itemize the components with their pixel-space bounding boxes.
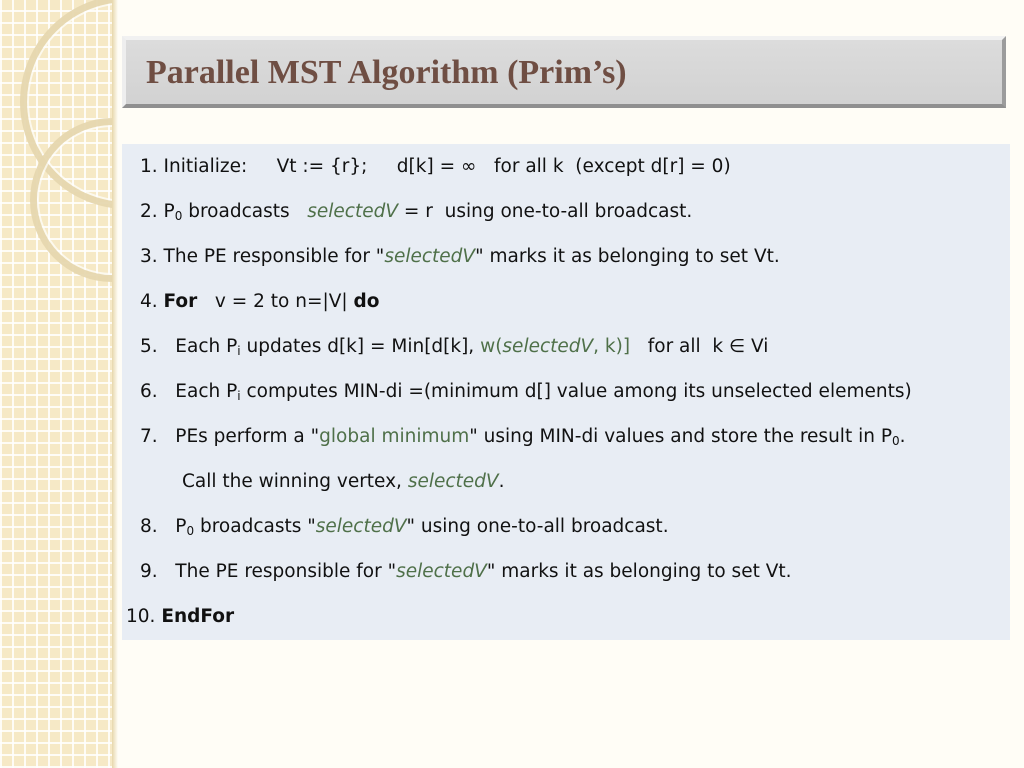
subscript: i xyxy=(237,389,241,403)
step-number: 1. xyxy=(140,156,164,177)
slide-title: Parallel MST Algorithm (Prim’s) xyxy=(146,54,627,91)
step-4 xyxy=(140,287,379,317)
algorithm-steps xyxy=(122,144,1010,640)
step-3 xyxy=(140,242,780,272)
step-2 xyxy=(140,197,692,227)
step-text: for all k xyxy=(630,336,730,357)
step-text: v = 2 to n=|V| xyxy=(197,291,354,312)
step-number: 4. xyxy=(140,291,164,312)
step-text: . xyxy=(899,426,906,447)
step-text: The PE responsible for " xyxy=(163,246,385,267)
side-panel-edge xyxy=(112,0,118,768)
weight-function: w( xyxy=(480,336,503,357)
step-7 xyxy=(140,422,906,452)
step-10 xyxy=(126,602,234,632)
keyword-do: do xyxy=(353,291,380,312)
title-bar xyxy=(122,36,1006,108)
selectedV-term: selectedV xyxy=(502,336,594,357)
step-number: 3. xyxy=(140,246,164,267)
selectedV-term: selectedV xyxy=(307,201,398,222)
step-number: 8. xyxy=(140,516,164,537)
weight-function: , k)] xyxy=(593,336,631,357)
decorative-side-panel xyxy=(0,0,112,768)
step-text: " marks it as belonging to set Vt. xyxy=(486,561,792,582)
step-6 xyxy=(140,377,912,407)
step-text: for all k (except d[r] = 0) xyxy=(476,156,731,177)
step-8 xyxy=(140,512,669,542)
subscript: 0 xyxy=(174,209,183,223)
infinity-symbol: ∞ xyxy=(460,156,477,177)
step-number: 2. xyxy=(140,201,164,222)
step-text: " using MIN-di values and store the result in P xyxy=(469,426,892,447)
step-text: Each P xyxy=(163,336,238,357)
step-text: updates d[k] = Min[d[k], xyxy=(240,336,481,357)
step-1 xyxy=(140,152,731,182)
selectedV-term: selectedV xyxy=(315,516,407,537)
step-text: Call the winning vertex, xyxy=(182,471,408,492)
step-text: = r using one-to-all broadcast. xyxy=(398,201,693,222)
step-text: Vi xyxy=(745,336,769,357)
selectedV-term: selectedV xyxy=(396,561,487,582)
selectedV-term: selectedV xyxy=(384,246,476,267)
step-text: computes MIN-di =(minimum d[] value among its unselected elements) xyxy=(240,381,912,402)
step-5 xyxy=(140,332,768,362)
selectedV-term: selectedV xyxy=(407,471,499,492)
step-text: Initialize: Vt := {r}; d[k] = xyxy=(163,156,461,177)
global-minimum-term: global minimum xyxy=(319,426,470,447)
step-number: 9. xyxy=(140,561,164,582)
element-of-symbol: ∈ xyxy=(729,336,746,357)
step-text: The PE responsible for " xyxy=(163,561,397,582)
step-text: P xyxy=(163,201,175,222)
step-number: 5. xyxy=(140,336,164,357)
step-9 xyxy=(140,557,792,587)
subscript: 0 xyxy=(891,434,900,448)
step-number: 6. xyxy=(140,381,164,402)
step-text: " using one-to-all broadcast. xyxy=(406,516,669,537)
step-text: broadcasts xyxy=(182,201,308,222)
subscript: i xyxy=(237,344,241,358)
step-text: " marks it as belonging to set Vt. xyxy=(475,246,780,267)
step-7-continuation xyxy=(182,467,504,497)
subscript: 0 xyxy=(186,524,195,538)
step-text: broadcasts " xyxy=(194,516,316,537)
step-number: 7. xyxy=(140,426,164,447)
step-text: Each P xyxy=(163,381,238,402)
step-text: P xyxy=(163,516,187,537)
keyword-for: For xyxy=(163,291,198,312)
step-text: PEs perform a " xyxy=(163,426,320,447)
step-text: . xyxy=(498,471,505,492)
keyword-endfor: EndFor xyxy=(161,606,235,627)
step-number: 10. xyxy=(126,606,162,627)
